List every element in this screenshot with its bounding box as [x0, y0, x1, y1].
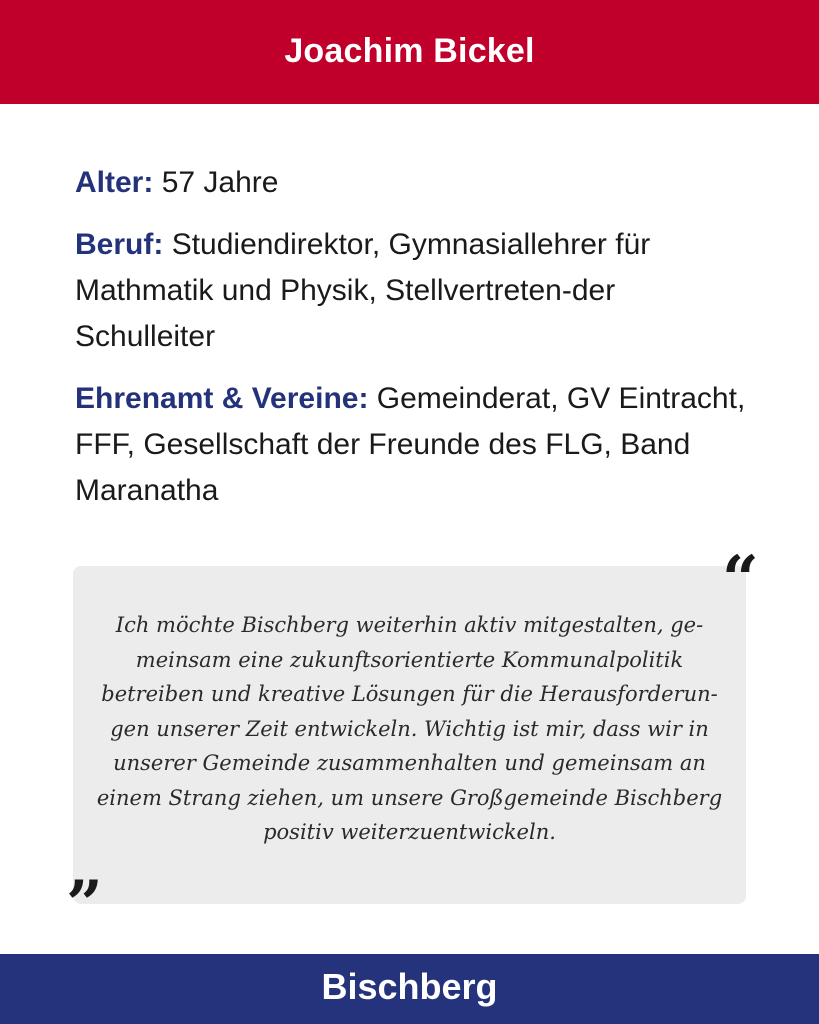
age-row: [75, 160, 755, 206]
volunteer-value: Gemeinderat, GV Eintracht, FFF, Gesellschaft der Freunde des FLG, Band Maranatha: [75, 382, 746, 507]
candidate-name: Joachim Bickel: [284, 31, 535, 70]
header-banner: [0, 0, 819, 104]
volunteer-row: [75, 376, 755, 514]
job-label: Beruf:: [75, 228, 164, 261]
job-value: Studiendirektor, Gymnasiallehrer für Mathmatik und Physik, Stellvertreten-der Schulleiter: [75, 228, 651, 353]
job-row: [75, 222, 755, 360]
volunteer-label: Ehrenamt & Vereine:: [75, 382, 369, 415]
open-quote-icon: “: [722, 542, 759, 617]
age-value: 57 Jahre: [161, 166, 279, 199]
place-name: Bischberg: [321, 966, 498, 1007]
profile-info: [75, 160, 755, 530]
close-quote-icon: ”: [66, 867, 103, 942]
quote-text: Ich möchte Bischberg weiterhin aktiv mitgestalten, ge- meinsam eine zukunftsorientierte Kommunalpolitik betreiben und kreative Lösungen für die Herausforderun- gen unserer Zeit entwickeln. Wichtig ist mir, dass wir in unserer Gemeinde zusammenhalten und gemeinsam an einem Strang ziehen, um unsere Großgemeinde Bischberg positiv weiterzuentwickeln.: [96, 613, 723, 844]
footer-banner: [0, 954, 819, 1024]
age-label: Alter:: [75, 166, 154, 199]
